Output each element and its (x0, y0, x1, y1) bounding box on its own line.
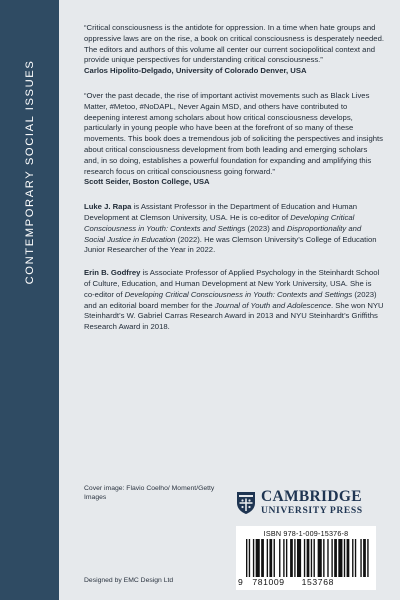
book-title: Developing Critical Consciousness in Youth: Contexts and Settings (124, 289, 353, 299)
publisher-press: UNIVERSITY PRESS (261, 505, 363, 516)
barcode-digit-first: 9 (238, 577, 244, 587)
barcode-stripe (256, 539, 260, 577)
barcode-stripe (246, 539, 247, 577)
editor-bio-godfrey (84, 268, 384, 333)
bio-text: is Assistant Professor in the Department of Education and Human Development at Clemson University, USA. He is co-editor of (84, 202, 358, 222)
publisher-name: CAMBRIDGE (261, 488, 362, 505)
endorsement-quote-2 (84, 91, 384, 188)
barcode-stripe (304, 539, 305, 577)
cover-image-credit: Cover image: Flavio Coelho/ Moment/Getty Images (84, 485, 215, 501)
book-title: Developing Critical Consciousness in Youth: Contexts and Settings (84, 212, 355, 233)
publisher-logo (236, 488, 376, 518)
barcode-stripe (274, 539, 275, 577)
barcode-digits (238, 577, 374, 587)
barcode-stripe (279, 539, 280, 577)
barcode-stripe (327, 539, 328, 577)
bio-text: (2023) and (245, 223, 287, 233)
back-cover-content (84, 23, 384, 345)
barcode-stripe (311, 539, 312, 577)
barcode-stripe (314, 539, 315, 577)
barcode-stripe (363, 539, 366, 577)
barcode-stripe (261, 539, 264, 577)
bio-text: (2022). He was Clemson University’s College of Education Junior Researcher of the Year in 2022. (84, 234, 377, 255)
barcode-stripe (318, 539, 322, 577)
editor-bio-rapa (84, 202, 384, 256)
series-spine-band (0, 0, 59, 600)
journal-title: Journal of Youth and Adolescence (214, 300, 332, 310)
barcode-stripe (283, 539, 284, 577)
barcode-stripe (347, 539, 350, 577)
series-title: CONTEMPORARY SOCIAL ISSUES (24, 59, 36, 285)
barcode-stripe (249, 539, 250, 577)
barcode-stripe (344, 539, 345, 577)
barcode-stripe (297, 539, 301, 577)
isbn-barcode (236, 526, 376, 590)
book-title: Disproportionality and Social Justice in Education (84, 223, 362, 244)
barcode-stripe (286, 539, 287, 577)
barcode-stripe (338, 539, 342, 577)
designer-credit: Designed by EMC Design Ltd (84, 577, 174, 584)
quote-attribution: Carlos Hipolito-Delgado, University of Colorado Denver, USA (84, 66, 307, 76)
barcode-stripe (360, 539, 361, 577)
barcode-stripe (323, 539, 324, 577)
barcode-stripe (267, 539, 268, 577)
bio-text: (2023) and an editorial board member for the (84, 289, 377, 310)
quote-text: “Critical consciousness is the antidote for oppression. In a time when hate groups and oppressive laws are on the rise, a book on critical consciousness is desperately needed. The editors and authors of this volume all center our current sociopolitical context and provide unique perspectives for understanding critical consciousness.” (84, 23, 384, 65)
barcode-stripe (334, 539, 337, 577)
barcode-stripe (290, 539, 293, 577)
barcode-stripe (352, 539, 353, 577)
barcode-bars (246, 539, 370, 577)
quote-text: “Over the past decade, the rise of important activist movements such as Black Lives Matter, #Metoo, #NoDAPL, Never Again MSD, and others have contributed to deepening interest among scholars about how critical consciousness develops, particularly in young people who have been at the forefront of so many of these movements. This book does a tremendous job of soliciting the perspectives and insights about critical consciousness development from both leading and emerging scholars and, in so doing, establishes a powerful foundation for expanding and amplifying this research focus on critical consciousness going forward.” (84, 90, 383, 176)
editor-name: Luke J. Rapa (84, 202, 132, 212)
barcode-stripe (307, 539, 310, 577)
barcode-stripe (355, 539, 356, 577)
barcode-stripe (269, 539, 272, 577)
quote-attribution: Scott Seider, Boston College, USA (84, 177, 210, 187)
editor-name: Erin B. Godfrey (84, 268, 141, 278)
barcode-digits-left: 781009 (252, 577, 285, 587)
isbn-label: ISBN 978-1-009-15376-8 (263, 529, 349, 538)
barcode-stripe (294, 539, 295, 577)
cambridge-crest-icon (236, 491, 256, 515)
barcode-stripe (253, 539, 254, 577)
barcode-digits-right: 153768 (301, 577, 334, 587)
bio-text: is Associate Professor of Applied Psychology in the Steinhardt School of Culture, Education, and Human Development at New York University, USA. She is co-editor of (84, 268, 380, 299)
bio-text: . She won NYU Steinhardt’s W. Gabriel Carras Research Award in 2013 and NYU Steinhardt’s Griffiths Research Award in 2018. (84, 300, 384, 332)
endorsement-quote-1 (84, 23, 384, 77)
barcode-stripe (367, 539, 368, 577)
barcode-stripe (331, 539, 332, 577)
